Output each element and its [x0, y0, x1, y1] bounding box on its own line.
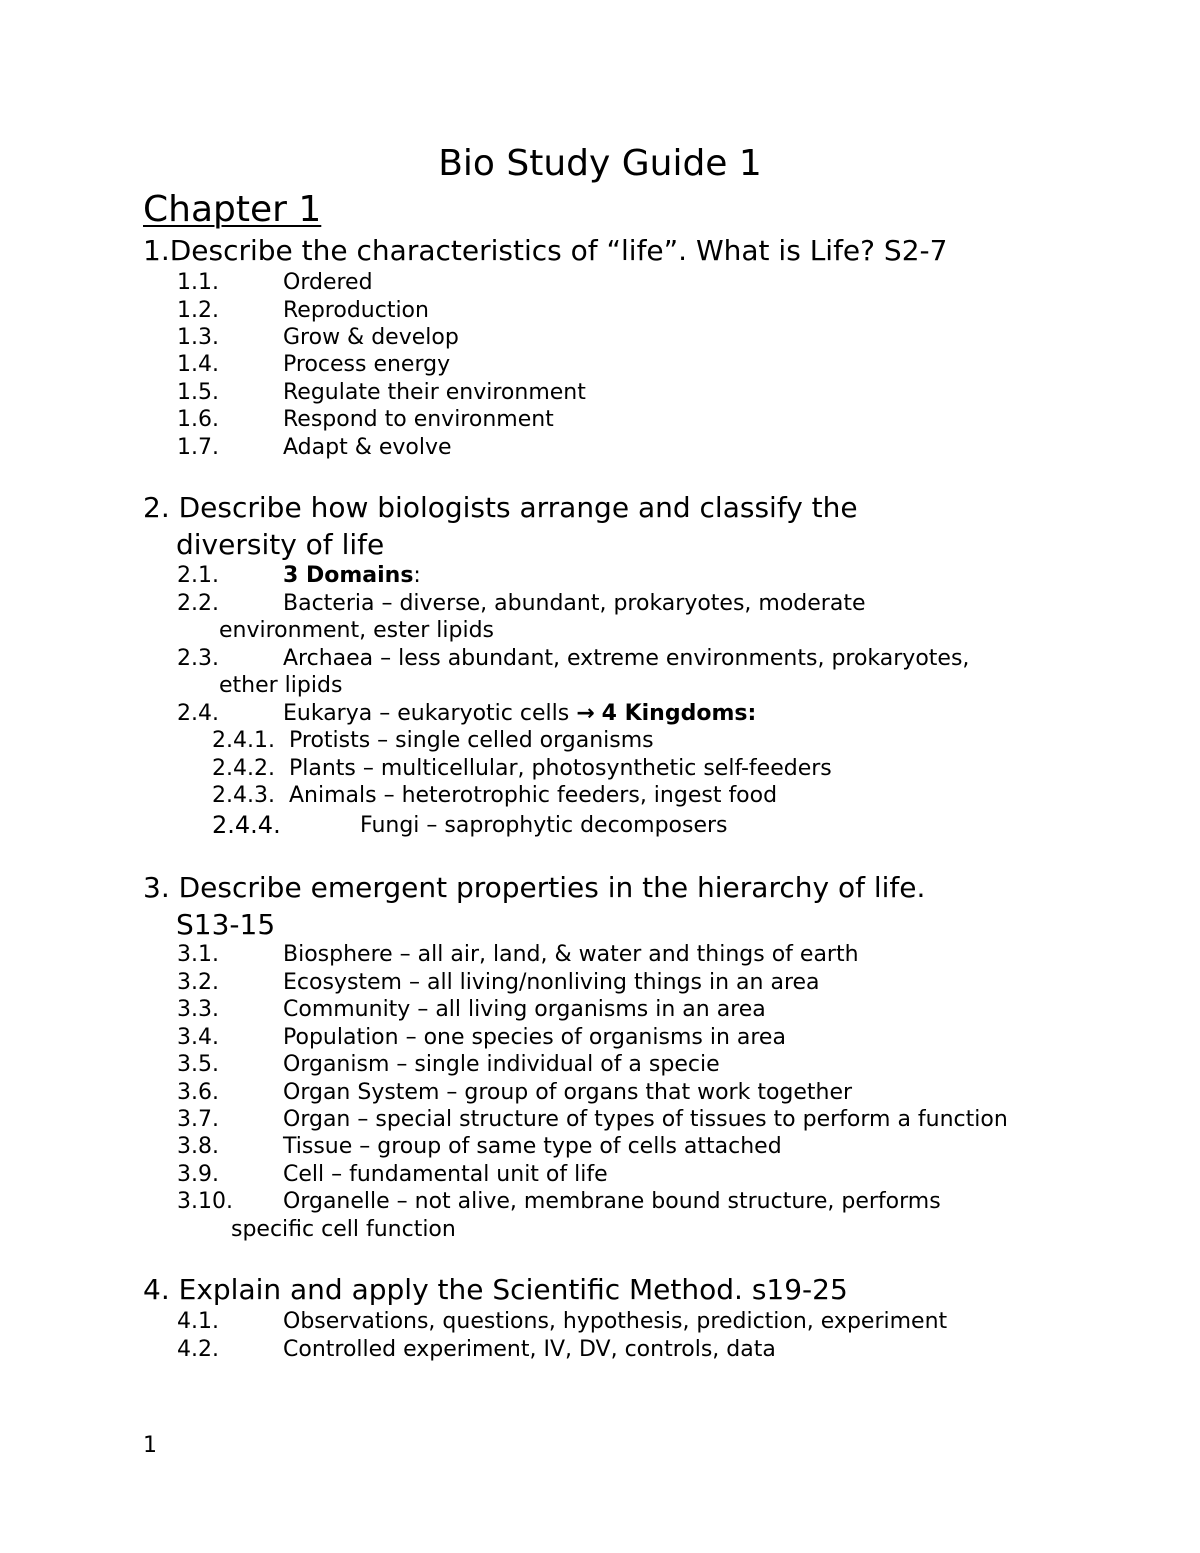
question-text-continued: S13-15 [176, 908, 276, 941]
chapter-heading: Chapter 1 [143, 189, 322, 230]
question-number: 2. [143, 491, 170, 524]
arrow-icon: → [576, 701, 595, 726]
question-text-continued: diversity of life [176, 528, 385, 561]
question-text: Describe how biologists arrange and classify the [178, 491, 858, 524]
question-2 [143, 489, 1103, 563]
document-page: Bio Study Guide 1 Chapter 1 1.Describe the characteristics of “life”. What is Life? S2-7 1.1. Ordered 1.2. Reproduction 1.3. Grow & develop 1.4. Process energy 1.5. Regulate their environment 1.6. Respond to environment 1.7. Adapt & evolve 2. Describe how biologists arrange and classify the diversity of life 2.1. 3 Domains: 2.2. Bacteria – diverse, abundant, prokaryotes, moderate environment, ester lipids 2.3. Archaea – less abundant, extreme environments, prokaryotes, ether lipids 2.4. Eukarya – eukaryotic cells → 4 Kingdoms: 2.4.1. Protists – single celled organisms 2.4.2. Plants – multicellular, photosynthetic self-feeders 2.4.3. Animals – heterotrophic feeders, ingest food 2.4.4. Fungi – saprophytic decomposers 3. Describe emergent properties in the hierarchy of life. S13-15 3.1. Biosphere – all air, land, & water and things of earth 3.2. Ecosystem – all living/nonliving things in an area 3.3. Community – all living organisms in an area 3.4. Population – one species of organisms in area 3.5. Organism – single individual of a specie 3.6. Organ System – group of organs that work together 3.7. Organ – special structure of types of tissues to perform a function 3.8. Tissue – group of same type of cells attached 3.9. Cell – fundamental unit of life 3.10. Organelle – not alive, membrane bound structure, performs specific cell function 4. Explain and apply the Scientific Method. s19-25 4.1. Observations, questions, hypothesis, prediction, experiment 4.2. Controlled experiment, IV, DV, controls, data 1 [0, 0, 1200, 1553]
list-item-continued: ether lipids [219, 673, 343, 698]
document-title: Bio Study Guide 1 [438, 143, 762, 184]
question-number: 1. [143, 234, 170, 267]
page-number: 1 [143, 1433, 157, 1458]
question-text: Describe emergent properties in the hierarchy of life. [178, 871, 926, 904]
question-number: 4. [143, 1273, 170, 1306]
question-4 [143, 1271, 1103, 1308]
list-item-continued: environment, ester lipids [219, 618, 495, 643]
list-item-continued: specific cell function [231, 1217, 456, 1242]
question-text: Describe the characteristics of “life”. What is Life? S2-7 [169, 234, 948, 267]
question-text: Explain and apply the Scientific Method. s19-25 [178, 1273, 848, 1306]
question-1 [143, 232, 1103, 269]
question-number: 3. [143, 871, 170, 904]
question-3 [143, 869, 1103, 943]
